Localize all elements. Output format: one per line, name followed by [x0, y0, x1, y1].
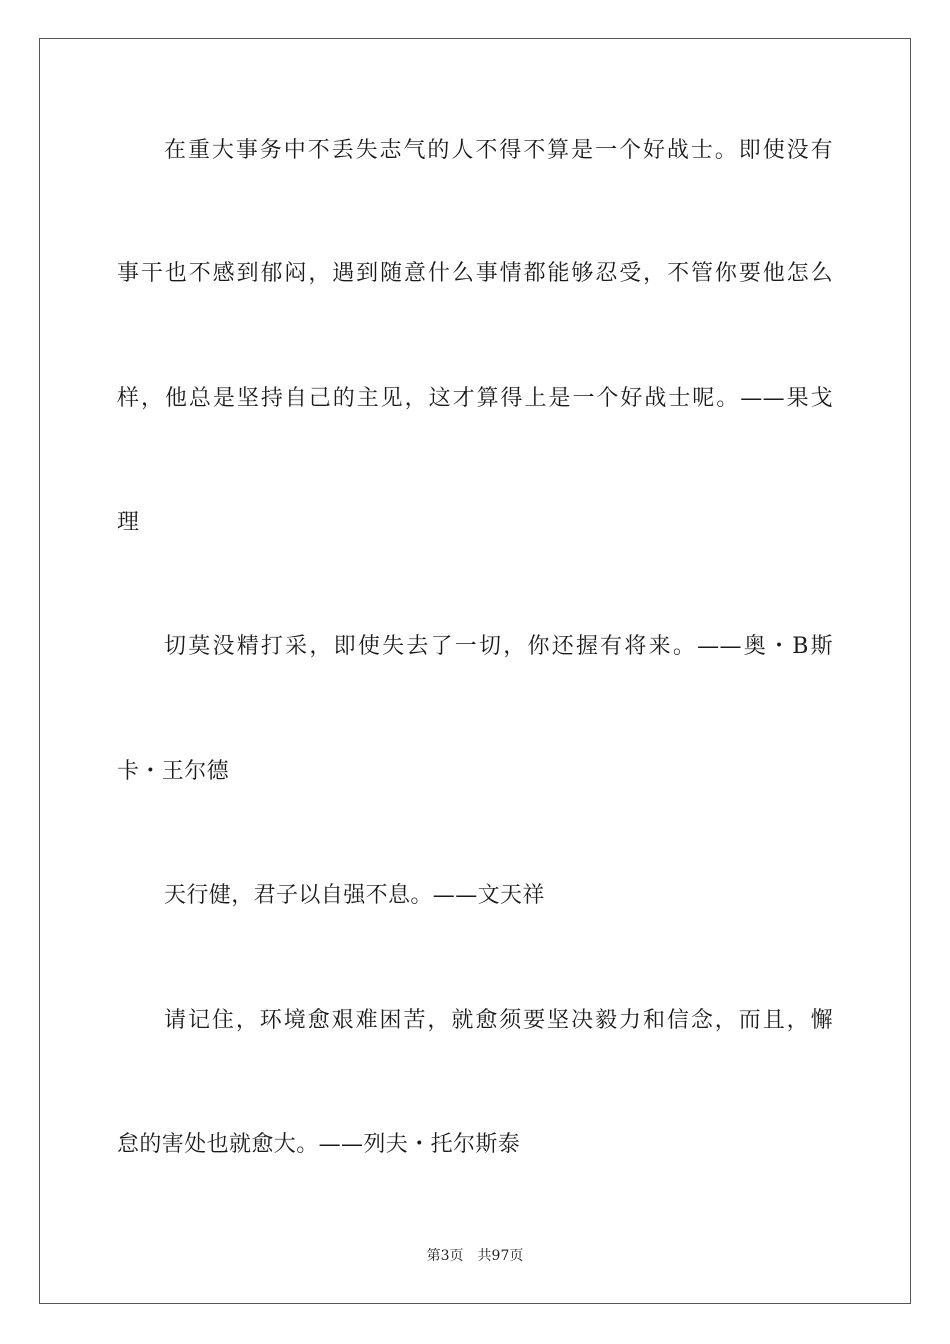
page-footer: [0, 1246, 950, 1266]
paragraph-line: 怠的害处也就愈大。——列夫・托尔斯泰: [117, 1132, 521, 1157]
paragraph-line: 请记住，环境愈艰难困苦，就愈须要坚决毅力和信念，而且，懈: [164, 1008, 833, 1033]
paragraph-line: 理: [117, 510, 140, 535]
paragraph-line: 切莫没精打采，即使失去了一切，你还握有将来。——奥・B斯: [164, 634, 833, 659]
page-number: 第3页: [426, 1248, 464, 1264]
paragraph-line: 事干也不感到郁闷，遇到随意什么事情都能够忍受，不管你要他怎么: [117, 261, 833, 286]
page-border: [39, 38, 911, 1304]
paragraph-line: 天行健，君子以自强不息。——文天祥: [164, 883, 545, 908]
paragraph-line: 样，他总是坚持自己的主见，这才算得上是一个好战士呢。——果戈: [117, 386, 833, 411]
total-pages: 共97页: [477, 1248, 524, 1264]
paragraph-line: 在重大事务中不丢失志气的人不得不算是一个好战士。即使没有: [164, 138, 833, 163]
paragraph-line: 卡・王尔德: [117, 759, 230, 784]
